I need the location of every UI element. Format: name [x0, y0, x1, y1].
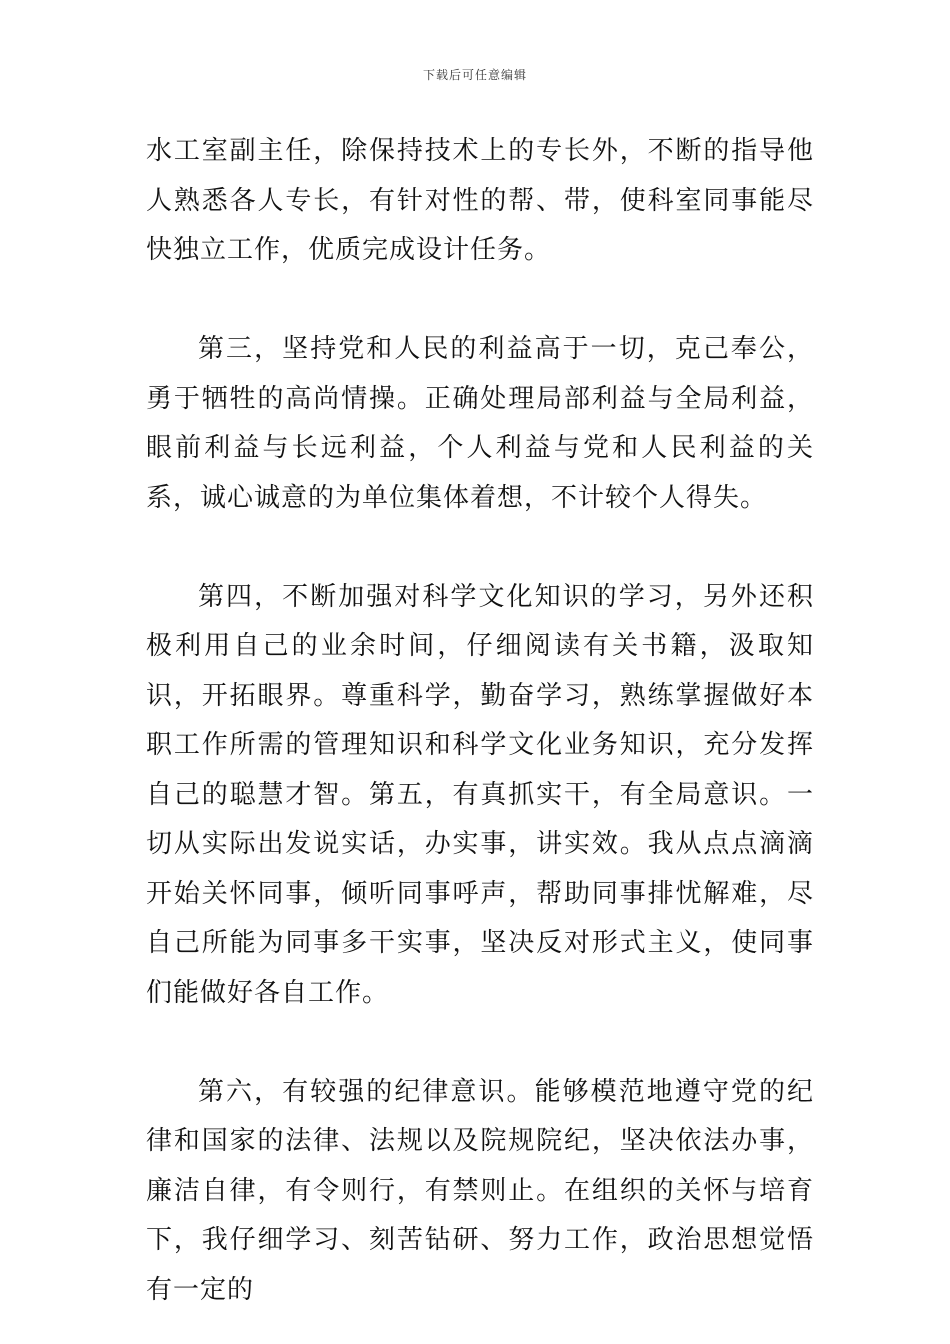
paragraph-continuation: 水工室副主任，除保持技术上的专长外，不断的指导他人熟悉各人专长，有针对性的帮、带，使科室同事能尽快独立工作，优质完成设计任务。 [146, 136, 814, 265]
paragraph-spacer [146, 1018, 814, 1068]
paragraph-spacer [146, 523, 814, 573]
paragraph-fourth-fifth-point: 第四，不断加强对科学文化知识的学习，另外还积极利用自己的业余时间，仔细阅读有关书籍，汲取知识，开拓眼界。尊重科学，勤奋学习，熟练掌握做好本职工作所需的管理知识和科学文化业务知识，充分发挥自己的聪慧才智。第五，有真抓实干，有全局意识。一切从实际出发说实话，办实事，讲实效。我从点点滴滴开始关怀同事，倾听同事呼声，帮助同事排忧解难，尽自己所能为同事多干实事，坚决反对形式主义，使同事们能做好各自工作。 [146, 581, 814, 1008]
paragraph-spacer [146, 276, 814, 326]
paragraph-third-point: 第三，坚持党和人民的利益高于一切，克己奉公，勇于牺牲的高尚情操。正确处理局部利益与全局利益，眼前利益与长远利益，个人利益与党和人民利益的关系，诚心诚意的为单位集体着想，不计较个人得失。 [146, 334, 814, 513]
document-body [146, 127, 814, 1315]
paragraph-sixth-point: 第六，有较强的纪律意识。能够模范地遵守党的纪律和国家的法律、法规以及院规院纪，坚决依法办事，廉洁自律，有令则行，有禁则止。在组织的关怀与培育下，我仔细学习、刻苦钻研、努力工作，政治思想觉悟有一定的 [146, 1076, 814, 1305]
page-header-note: 下载后可任意编辑 [422, 68, 527, 82]
